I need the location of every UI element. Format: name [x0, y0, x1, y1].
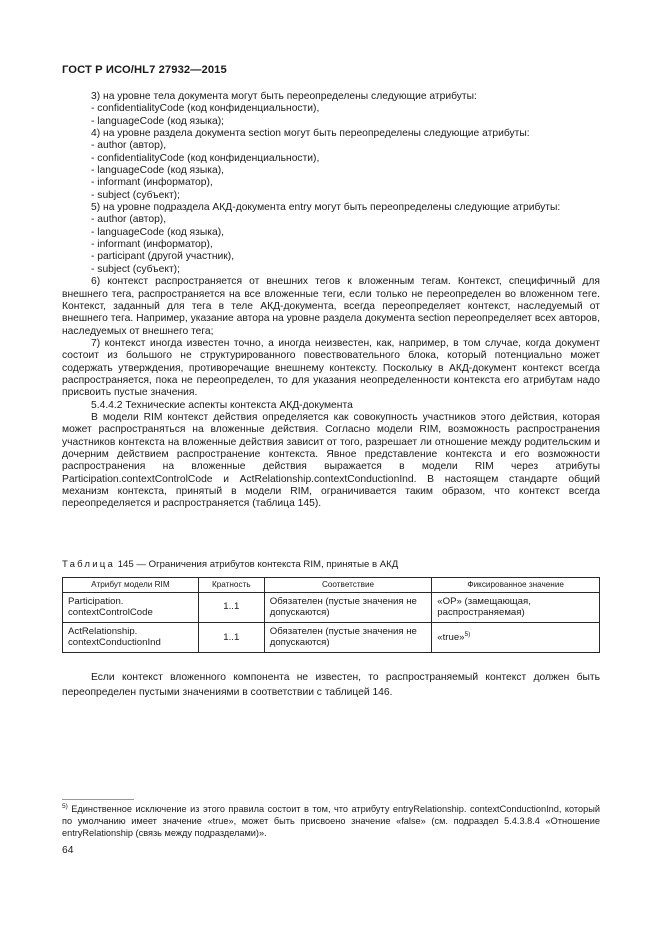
- footnote-ref: 5): [464, 630, 471, 638]
- attribute-line: contextConductionInd: [68, 637, 161, 649]
- cell-attribute: [63, 622, 199, 652]
- list-item: - informant (информатор),: [91, 239, 213, 251]
- cell-multiplicity: 1..1: [198, 622, 264, 652]
- list-item: - subject (субъект);: [91, 263, 180, 275]
- list-item: - subject (субъект);: [91, 189, 180, 201]
- list-item: - languageCode (код языка),: [91, 226, 225, 238]
- paragraph: 5) на уровне подраздела АКД-документа entry могут быть переопределены следующие атрибуты:: [91, 202, 561, 214]
- body-text: [62, 91, 600, 511]
- paragraph: 7) контекст иногда известен точно, а иногда неизвестен, как, например, в том случае, когда документ состоит из большого не структурированного повествовательного блока, который потенциально может содержать утверждения, противоречащие внешнему контексту. Поскольку в АКД-документ контекст всегда распространяется, пока не переопределен, то для указания неопределенности контекста его атрибутам надо присвоить пустые значения.: [62, 337, 600, 399]
- list-item: - author (автор),: [91, 214, 167, 226]
- footnote: [62, 803, 600, 839]
- page-number: 64: [62, 845, 74, 856]
- document-header: ГОСТ Р ИСО/HL7 27932—2015: [62, 64, 227, 76]
- cell-multiplicity: 1..1: [198, 592, 264, 622]
- footnote-divider: [62, 799, 134, 800]
- footnote-mark: 5): [62, 802, 68, 810]
- paragraph: 3) на уровне тела документа могут быть переопределены следующие атрибуты:: [91, 91, 477, 102]
- cell-attribute: [63, 592, 199, 622]
- list-item: - languageCode (код языка);: [91, 115, 225, 127]
- footnote-text: Единственное исключение из этого правила состоит в том, что атрибуту entryRelationship. contextConductionInd, который по умолчанию имеет значение «true», может быть присвоено значение «false» (см. подраздел 5.4.3.8.4 «Отношение entryRelationship (связь между подразделами)».: [62, 804, 600, 838]
- list-item: - confidentialityCode (код конфиденциальности),: [91, 152, 320, 164]
- paragraph: В модели RIM контекст действия определяется как совокупность участников этого действия, которая может распространяться на вложенные действия. Согласно модели RIM, возможность распространения участников контекста на вложенные действия зависит от того, разрешает ли отношение между родительским и дочерним действием распространение контекста. Явное представление контекста и его возможности распространения на вложенные действия выражается в модели RIM через атрибуты Participation.contextControlCode и ActRelationship.contextConductionInd. В настоящем стандарте общий механизм контекста, принятый в модели RIM, ограничивается таким образом, что контекст всегда переопределяется и распространяется (таблица 145).: [62, 411, 600, 510]
- header-conformance: Соответствие: [264, 578, 432, 593]
- table-row: [63, 592, 600, 622]
- cell-fixed-value: [432, 592, 600, 622]
- list-item: - participant (другой участник),: [91, 251, 235, 263]
- header-fixed-value: Фиксированное значение: [432, 578, 600, 593]
- list-item: - informant (информатор),: [91, 177, 213, 189]
- table-header-row: [63, 578, 600, 593]
- list-item: - confidentialityCode (код конфиденциальности),: [91, 103, 320, 115]
- list-item: - author (автор),: [91, 140, 167, 152]
- cell-conformance: Обязателен (пустые значения не допускаются): [264, 622, 432, 652]
- cell-fixed-value: [432, 622, 600, 652]
- paragraph: 5.4.4.2 Технические аспекты контекста АКД-документа: [91, 399, 353, 411]
- table-caption-prefix: Таблица: [62, 559, 116, 570]
- table-row: [63, 622, 600, 652]
- list-item: - languageCode (код языка),: [91, 165, 225, 177]
- cell-conformance: Обязателен (пустые значения не допускаются): [264, 592, 432, 622]
- paragraph: 6) контекст распространяется от внешних тегов к вложенным тегам. Контекст, специфичный для внешнего тега, распространяется на все вложенные теги, если только не переопределен во вложенном теге. Контекст, заданный для тега в теле АКД-документа, всегда переопределяет контекст, наследуемый от внешнего тега. Например, указание автора на уровне раздела документа section переопределяет всех авторов, наследуемых от внешнего тега;: [62, 276, 600, 337]
- paragraph: 4) на уровне раздела документа section могут быть переопределены следующие атрибуты:: [91, 128, 530, 140]
- after-table-paragraph: Если контекст вложенного компонента не известен, то распространяемый контекст должен быть переопределен пустыми значениями в соответствии с таблицей 146.: [62, 672, 600, 698]
- attribute-line: ActRelationship.: [68, 625, 138, 637]
- attribute-line: Participation.: [68, 595, 124, 607]
- fixed-value-text: «true»: [437, 631, 465, 643]
- table-caption: [62, 559, 600, 570]
- header-multiplicity: Кратность: [198, 578, 264, 593]
- table-caption-text: 145 — Ограничения атрибутов контекста RIM, принятые в АКД: [117, 559, 399, 570]
- header-attribute: Атрибут модели RIM: [63, 578, 199, 593]
- fixed-value-text: «OP» (замещающая, распространяемая): [437, 595, 531, 619]
- context-attributes-table: [62, 577, 600, 653]
- attribute-line: contextControlCode: [68, 607, 153, 619]
